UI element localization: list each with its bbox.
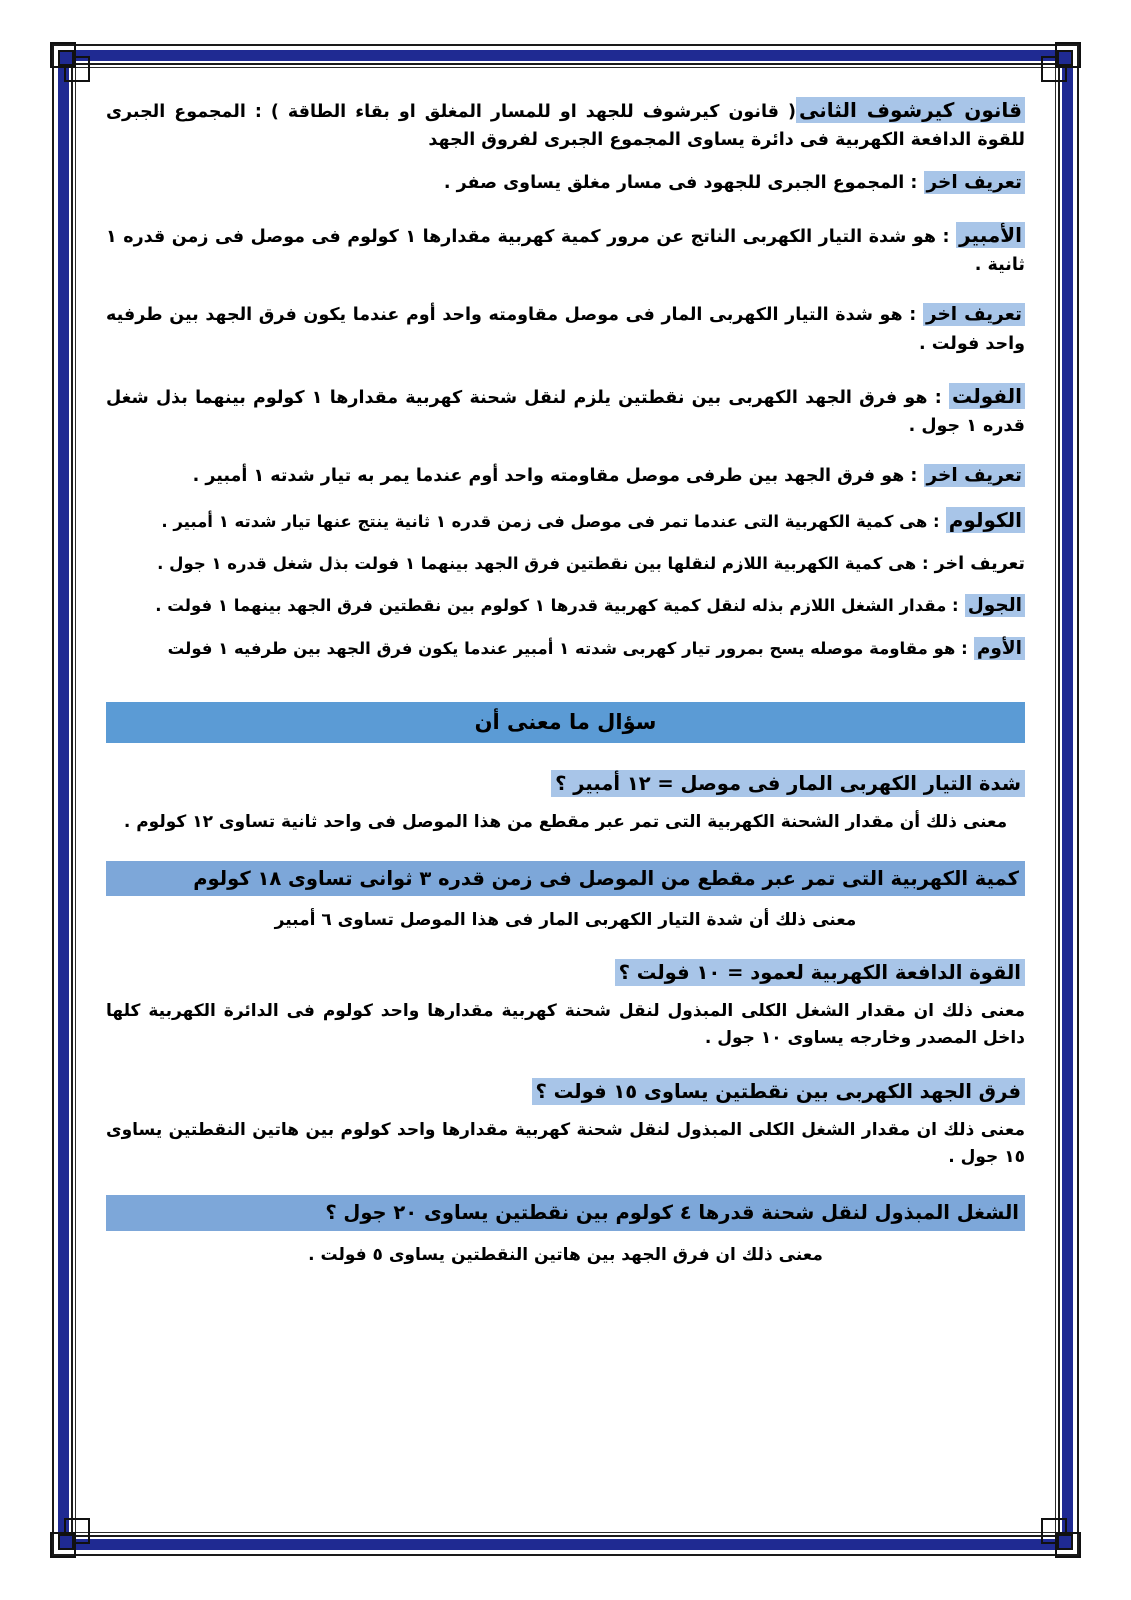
definition-kirchhoff-alt: [106, 168, 1025, 198]
qa-item: [106, 769, 1025, 836]
answer-text: معنى ذلك أن شدة التيار الكهربى المار فى هذا الموصل تساوى ٦ أمبير: [274, 909, 857, 930]
question-text: القوة الدافعة الكهربية لعمود = ١٠ فولت ؟: [615, 959, 1025, 986]
question-text: فرق الجهد الكهربى بين نقطتين يساوى ١٥ فولت ؟: [532, 1078, 1025, 1105]
definition-body: : هو شدة التيار الكهربى الناتج عن مرور كمية كهربية مقدارها ١ كولوم فى موصل فى زمن قدره ١ ثانية .: [106, 226, 1025, 276]
definition-lead: ( قانون كيرشوف للجهد او للمسار المغلق او بقاء الطاقة ) : المجموع الجبرى: [106, 102, 797, 122]
definition-volt: [106, 380, 1025, 441]
definition-coulomb: [106, 504, 1025, 536]
answer-text: معنى ذلك ان مقدار الشغل الكلى المبذول لنقل شحنة كهربية مقدارها واحد كولوم بين هاتين النقطتين يساوى ١٥ جول .: [106, 1119, 1025, 1168]
term-label: تعريف اخر: [924, 171, 1026, 194]
answer-text: معنى ذلك ان مقدار الشغل الكلى المبذول لنقل شحنة كهربية مقدارها واحد كولوم فى الدائرة الكهربية كلها داخل المصدر وخارجه يساوى ١٠ جول .: [106, 1001, 1025, 1049]
corner-ornament-top-right: [1039, 42, 1081, 84]
qa-item: [106, 1195, 1025, 1268]
definition-body: : المجموع الجبرى للجهود فى مسار مغلق يساوى صفر .: [443, 172, 918, 193]
question-row: [106, 958, 1025, 987]
term-label: تعريف اخر: [934, 553, 1025, 574]
definition-kirchhoff-second-law: [106, 94, 1025, 155]
definition-ampere-alt: [106, 300, 1025, 358]
term-label: قانون كيرشوف الثانى: [796, 97, 1025, 123]
term-label: الجول: [965, 594, 1025, 617]
question-text: كمية الكهربية التى تمر عبر مقطع من الموصل فى زمن قدره ٣ ثوانى تساوى ١٨ كولوم: [106, 861, 1025, 896]
term-label: تعريف اخر: [924, 464, 1026, 487]
corner-ornament-bottom-left: [50, 1516, 92, 1558]
definition-ampere: [106, 219, 1025, 280]
term-label: تعريف اخر: [923, 303, 1025, 326]
section-banner: سؤال ما معنى أن: [106, 702, 1025, 743]
definition-body: : هو مقاومة موصله يسح بمرور تيار كهربى شدته ١ أمبير عندما يكون فرق الجهد بين طرفيه ١ فولت: [167, 639, 968, 659]
answer-text: معنى ذلك أن مقدار الشحنة الكهربية التى تمر عبر مقطع من هذا الموصل فى واحد ثانية تساوى ١٢ كولوم .: [123, 812, 1008, 833]
question-row: [106, 861, 1025, 896]
question-text: الشغل المبذول لنقل شحنة قدرها ٤ كولوم بين نقطتين يساوى ٢٠ جول ؟: [106, 1195, 1025, 1230]
definition-body: : هو فرق الجهد بين طرفى موصل مقاومته واحد أوم عندما يمر به تيار شدته ١ أمبير .: [192, 466, 918, 487]
definition-ohm: [106, 634, 1025, 664]
definition-body: : هى كمية الكهربية التى عندما تمر فى موصل فى زمن قدره ١ ثانية ينتج عنها تيار شدته ١ أمبير .: [161, 512, 940, 532]
definition-body: للقوة الدافعة الكهربية فى دائرة يساوى المجموع الجبرى لفروق الجهد: [428, 130, 1025, 151]
definition-coulomb-alt: [106, 550, 1025, 578]
term-label: الأوم: [974, 637, 1025, 660]
question-row: [106, 1077, 1025, 1106]
qa-item: [106, 958, 1025, 1053]
term-label: الفولت: [949, 383, 1025, 409]
definition-body: : مقدار الشغل اللازم بذله لنقل كمية كهربية قدرها ١ كولوم بين نقطتين فرق الجهد بينهما ١ فولت .: [155, 596, 959, 616]
question-text: شدة التيار الكهربى المار فى موصل = ١٢ أمبير ؟: [551, 770, 1025, 797]
definition-volt-alt: [106, 461, 1025, 491]
answer-text: معنى ذلك ان فرق الجهد بين هاتين النقطتين يساوى ٥ فولت .: [308, 1244, 823, 1265]
question-row: [106, 769, 1025, 798]
definition-body: : هى كمية الكهربية اللازم لنقلها بين نقطتين فرق الجهد بينهما ١ فولت بذل شغل قدره ١ جول .: [157, 553, 929, 573]
document-content: [92, 86, 1039, 1514]
definition-body: : هو فرق الجهد الكهربى بين نقطتين يلزم لنقل شحنة كهربية مقدارها ١ كولوم بينهما بذل شغل قدره ١ جول .: [106, 387, 1025, 437]
term-label: الكولوم: [946, 507, 1025, 533]
qa-item: [106, 861, 1025, 934]
definition-joule: [106, 591, 1025, 621]
corner-ornament-top-left: [50, 42, 92, 84]
corner-ornament-bottom-right: [1039, 1516, 1081, 1558]
definition-body: : هو شدة التيار الكهربى المار فى موصل مقاومته واحد أوم عندما يكون فرق الجهد بين طرفيه واحد فولت .: [106, 305, 1025, 355]
term-label: الأمبير: [956, 222, 1025, 248]
qa-item: [106, 1077, 1025, 1172]
question-row: [106, 1195, 1025, 1230]
